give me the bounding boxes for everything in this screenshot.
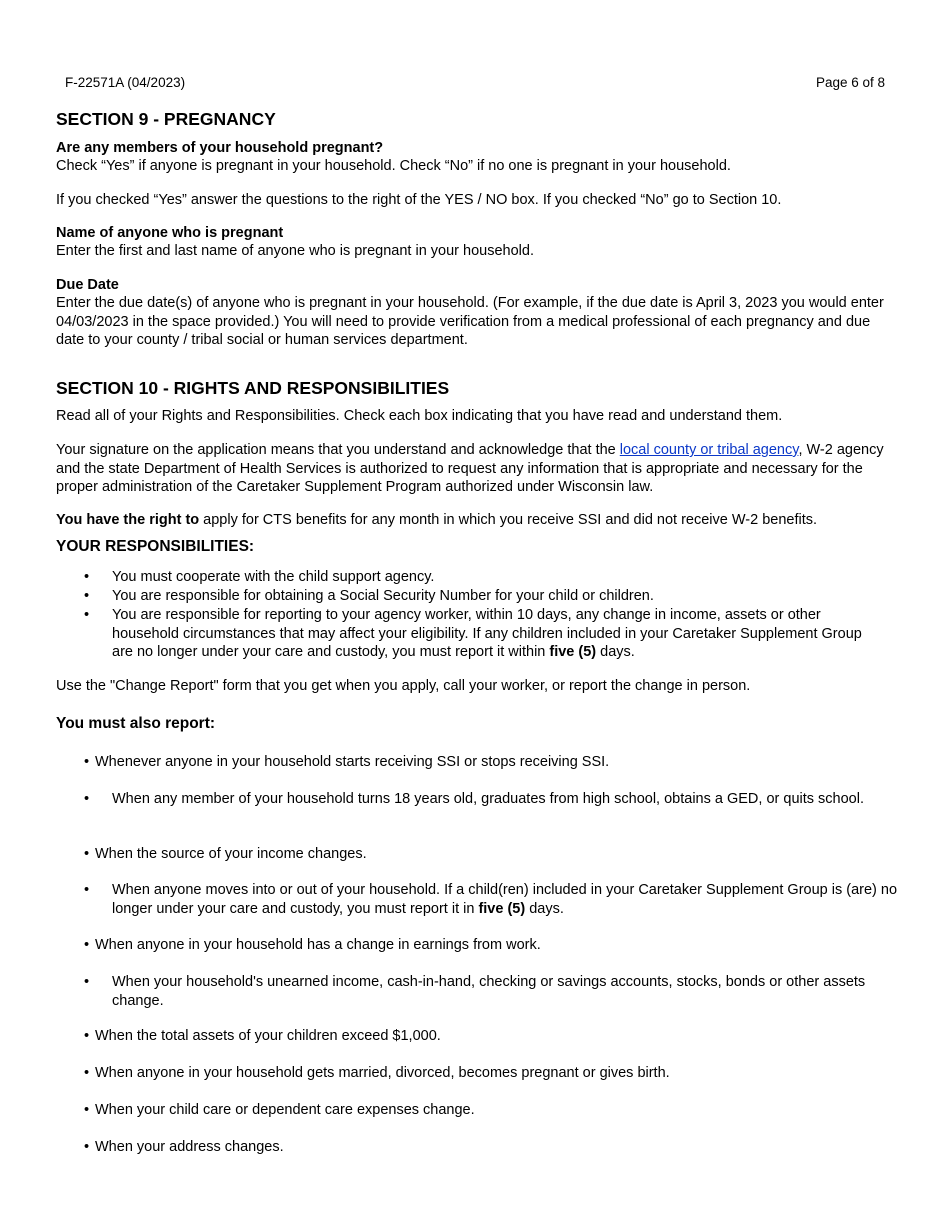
change-report-text: Use the "Change Report" form that you get when you apply, call your worker, or report the change in person. xyxy=(56,678,751,694)
bullet-icon: • xyxy=(84,754,90,770)
responsibilities-title: YOUR RESPONSIBILITIES: xyxy=(56,538,255,555)
bullet-icon: • xyxy=(84,588,90,604)
pregnant-name-title: Name of anyone who is pregnant xyxy=(56,225,284,241)
form-id: F-22571A (04/2023) xyxy=(65,75,186,90)
bullet-icon: • xyxy=(84,1028,90,1044)
bullet-icon: • xyxy=(84,882,90,898)
also-report-title: You must also report: xyxy=(56,715,216,732)
signature-text-before: Your signature on the application means that you understand and acknowledge that the xyxy=(56,442,620,458)
bullet-icon: • xyxy=(84,974,90,990)
right-to-paragraph xyxy=(56,511,906,530)
document-page: F-22571A (04/2023) Page 6 of 8 SECTION 9 - PREGNANCY Are any members of your household pregnant? Check “Yes” if anyone is pregnant in your household. Check “No” if no one is pregnant in your household. If you checked “Yes” answer the questions to the right of the YES / NO box. If you checked “No” go to Section 10. Name of anyone who is pregnant Enter the first and last name of anyone who is pregnant in your household. Due Date Enter the due date(s) of anyone who is pregnant in your household. (For example, if the due date is April 3, 2023 you would enter 04/03/2023 in the space provided.) You will need to provide verification from a medical professional of each pregnancy and due date to your county / tribal social or human services department. SECTION 10 - RIGHTS AND RESPONSIBILITIES Read all of your Rights and Responsibilities. Check each box indicating that you have read and understand them. Your signature on the application means that you understand and acknowledge that the local county or tribal agency, W-2 agency and the state Department of Health Services is authorized to request any information that is appropriate and necessary for the proper administration of the Caretaker Supplement Program authorized under Wisconsin law. You have the right to apply for CTS benefits for any month in which you receive SSI and did not receive W-2 benefits. YOUR RESPONSIBILITIES: • You must cooperate with the child support agency. • You are responsible for obtaining a Social Security Number for your child or children. • You are responsible for reporting to your agency worker, within 10 days, any change in income, assets or other household circumstances that may affect your eligibility. If any children included in your Caretaker Supplement Group are no longer under your care and custody, you must report it within five (5) days. Use the "Change Report" form that you get when you apply, call your worker, or report the change in person. You must also report: • Whenever anyone in your household starts receiving SSI or stops receiving SSI. • When any member of your household turns 18 years old, graduates from high school, obtains a GED, or quits school. • When the source of your income changes. • When anyone moves into or out of your household. If a child(ren) included in your Caretaker Supplement Group is (are) no longer under your care and custody, you must report it in five (5) days. • When anyone in your household has a change in earnings from work. • When your household's unearned income, cash-in-hand, checking or savings accounts, stocks, bonds or other assets change. • When the total assets of your children exceed $1,000. • When anyone in your household gets married, divorced, becomes pregnant or gives birth. • When your child care or dependent care expenses change. • When your address changes. xyxy=(0,0,950,1230)
due-date-title: Due Date xyxy=(56,277,119,293)
local-agency-link[interactable]: local county or tribal agency xyxy=(619,442,799,458)
bullet-icon: • xyxy=(84,937,90,953)
right-to-bold: You have the right to xyxy=(56,512,200,528)
signature-paragraph xyxy=(56,441,896,497)
bullet-icon: • xyxy=(84,1102,90,1118)
bullet-icon: • xyxy=(84,569,90,585)
bullet-icon: • xyxy=(84,791,90,807)
pregnant-question-text: Check “Yes” if anyone is pregnant in your household. Check “No” if no one is pregnant in your household. xyxy=(56,158,731,174)
bullet-icon: • xyxy=(84,607,90,623)
section-9-instructions: If you checked “Yes” answer the questions to the right of the YES / NO box. If you checked “No” go to Section 10. xyxy=(56,192,782,208)
due-date-text: Enter the due date(s) of anyone who is pregnant in your household. (For example, if the due date is April 3, 2023 you would enter 04/03/2023 in the space provided.) You will need to provide verification from a medical professional of each pregnancy and due date to your county / tribal social or human services department. xyxy=(56,295,884,348)
signature-text-after: , W-2 agency and the state Department of Health Services is authorized to request any information that is appropriate and necessary for the proper administration of the Caretaker Supplement Program authorized under Wisconsin law. xyxy=(56,442,884,495)
bullet-icon: • xyxy=(84,1065,90,1081)
pregnant-question-title: Are any members of your household pregnant? xyxy=(56,140,384,156)
page-number: Page 6 of 8 xyxy=(815,75,885,90)
section-10-title: SECTION 10 - RIGHTS AND RESPONSIBILITIES xyxy=(56,378,450,398)
section-9-title: SECTION 9 - PREGNANCY xyxy=(56,109,276,129)
right-to-text: apply for CTS benefits for any month in which you receive SSI and did not receive W-2 benefits. xyxy=(199,512,818,528)
bullet-icon: • xyxy=(84,1139,90,1155)
bullet-icon: • xyxy=(84,846,90,862)
section-10-intro: Read all of your Rights and Responsibilities. Check each box indicating that you have read and understand them. xyxy=(56,408,783,424)
pregnant-name-text: Enter the first and last name of anyone who is pregnant in your household. xyxy=(56,243,534,259)
